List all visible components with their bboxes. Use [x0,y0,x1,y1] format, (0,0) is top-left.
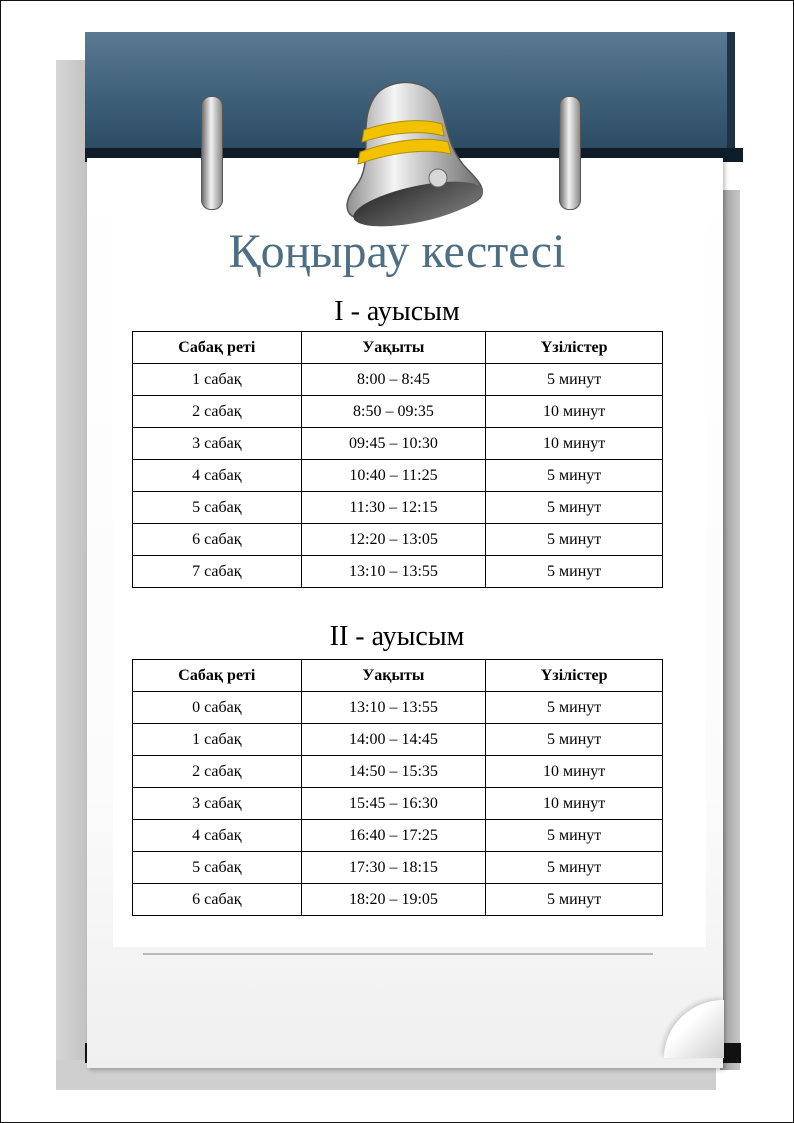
break-cell: 5 минут [486,852,663,884]
time-cell: 14:50 – 15:35 [301,756,486,788]
break-cell: 5 минут [486,364,663,396]
lesson-cell: 1 сабақ [133,724,302,756]
column-header-break: Үзілістер [486,332,663,364]
time-cell: 16:40 – 17:25 [301,820,486,852]
break-cell: 5 минут [486,556,663,588]
column-header-break: Үзілістер [486,660,663,692]
column-header-time: Уақыты [301,660,486,692]
lesson-cell: 1 сабақ [133,364,302,396]
table-header-row [133,660,663,692]
page-title: Қоңырау кестесі [228,225,566,278]
lesson-cell: 2 сабақ [133,756,302,788]
break-cell: 5 минут [486,724,663,756]
table-row [133,396,663,428]
binder-ring-icon [201,96,223,210]
break-cell: 5 минут [486,692,663,724]
shift2-table [132,659,663,916]
break-cell: 10 минут [486,396,663,428]
table-row [133,364,663,396]
shift1-title: I - ауысым [334,296,460,327]
table-row [133,428,663,460]
time-cell: 11:30 – 12:15 [301,492,486,524]
lesson-cell: 6 сабақ [133,884,302,916]
break-cell: 5 минут [486,820,663,852]
column-header-lesson: Сабақ реті [133,332,302,364]
time-cell: 12:20 – 13:05 [301,524,486,556]
time-cell: 17:30 – 18:15 [301,852,486,884]
lesson-cell: 5 сабақ [133,852,302,884]
table-row [133,820,663,852]
time-cell: 09:45 – 10:30 [301,428,486,460]
break-cell: 10 минут [486,788,663,820]
time-cell: 14:00 – 14:45 [301,724,486,756]
paper-divider [143,953,653,955]
break-cell: 5 минут [486,524,663,556]
table-row [133,492,663,524]
table-row [133,460,663,492]
table-row [133,884,663,916]
table-row [133,756,663,788]
time-cell: 10:40 – 11:25 [301,460,486,492]
table-row [133,852,663,884]
column-header-time: Уақыты [301,332,486,364]
break-cell: 10 минут [486,756,663,788]
break-cell: 5 минут [486,492,663,524]
lesson-cell: 2 сабақ [133,396,302,428]
break-cell: 5 минут [486,884,663,916]
table-row [133,724,663,756]
time-cell: 13:10 – 13:55 [301,692,486,724]
shift1-table [132,331,663,588]
time-cell: 18:20 – 19:05 [301,884,486,916]
table-row [133,524,663,556]
time-cell: 15:45 – 16:30 [301,788,486,820]
lesson-cell: 3 сабақ [133,788,302,820]
table-row [133,788,663,820]
lesson-cell: 4 сабақ [133,820,302,852]
column-header-lesson: Сабақ реті [133,660,302,692]
shift2-title: II - ауысым [329,621,465,652]
lesson-cell: 7 сабақ [133,556,302,588]
binder-ring-icon [559,96,581,210]
table-header-row [133,332,663,364]
lesson-cell: 4 сабақ [133,460,302,492]
break-cell: 5 минут [486,460,663,492]
break-cell: 10 минут [486,428,663,460]
time-cell: 13:10 – 13:55 [301,556,486,588]
bell-icon [338,78,488,230]
lesson-cell: 5 сабақ [133,492,302,524]
lesson-cell: 6 сабақ [133,524,302,556]
table-row [133,692,663,724]
lesson-cell: 0 сабақ [133,692,302,724]
table-row [133,556,663,588]
time-cell: 8:00 – 8:45 [301,364,486,396]
lesson-cell: 3 сабақ [133,428,302,460]
time-cell: 8:50 – 09:35 [301,396,486,428]
